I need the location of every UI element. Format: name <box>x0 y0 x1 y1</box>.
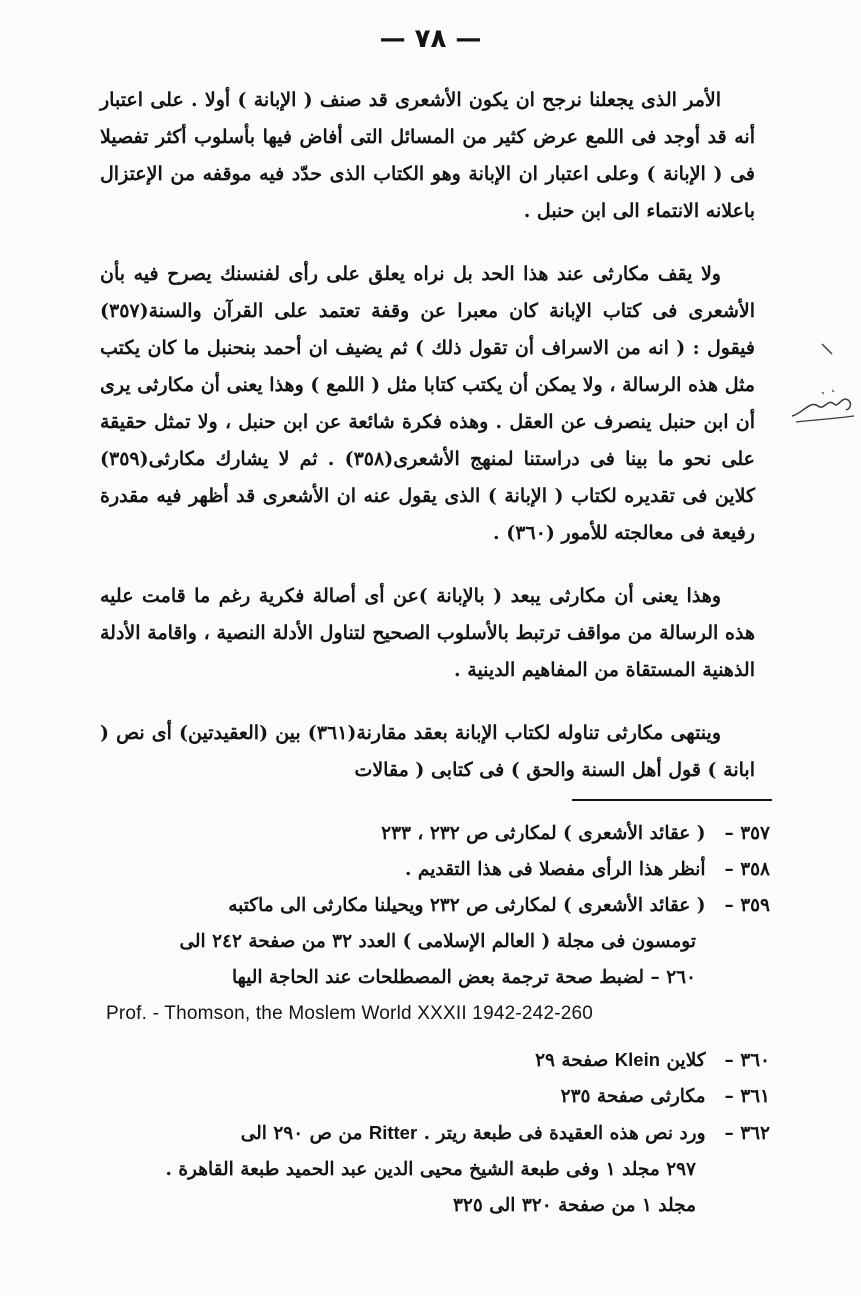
main-text <box>100 82 755 815</box>
footnote-361 <box>100 1079 770 1115</box>
paragraph-2: ولا يقف مكارثى عند هذا الحد بل نراه يعلق على رأى لفنسنك يصرح فيه بأن الأشعرى فى كتاب الإبانة كان معبرا عن وقفة تعتمد على القرآن والسنة(٣٥٧) فيقول : ( انه من الاسراف أن تقول ذلك ) ثم يضيف ان أحمد بنحنبل ما كان يكتب مثل هذه الرسالة ، ولا يمكن أن يكتب كتابا مثل ( اللمع ) وهذا يعنى أن مكارثى يرى أن ابن حنبل ينصرف عن العقل . وهذه فكرة شائعة عن ابن حنبل ، ولا تمثل حقيقة على نحو ما بينا فى دراستنا لمنهج الأشعرى(٣٥٨) . ثم لا يشارك مكارثى(٣٥٩) كلاين فى تقديره لكتاب ( الإبانة ) الذى يقول عنه ان الأشعرى قد أظهر فيه مقدرة رفيعة فى معالجته للأمور (٣٦٠) . <box>100 263 756 544</box>
footnote-text: ( عقائد الأشعرى ) لمكارثى ص ٢٣٢ ، ٢٣٣ <box>381 823 706 844</box>
page-number: — ٧٨ — <box>379 24 482 54</box>
footnote-number: ٣٦٠ – <box>724 1050 770 1071</box>
footnote-357 <box>100 816 770 852</box>
footnote-number: ٣٦٢ – <box>724 1123 770 1144</box>
footnote-text: ورد نص هذه العقيدة فى طبعة ريتر . <box>423 1123 706 1144</box>
footnote-number: ٣٦١ – <box>724 1086 770 1107</box>
paragraph-1: الأمر الذى يجعلنا نرجح ان يكون الأشعرى قد صنف ( الإبانة ) أولا . على اعتبار أنه قد أوجد فى اللمع عرض كثير من المسائل التى أفاض فيها بأسلوب أكثر تفصيلا فى ( الإبانة ) وعلى اعتبار ان الإبانة وهو الكتاب الذى حدّد فيه موقفه من الإعتزال باعلانه الانتماء الى ابن حنبل . <box>100 89 755 222</box>
footnote-number: ٣٥٧ – <box>724 823 770 844</box>
footnote-latin-reference: Prof. - Thomson, the Moslem World XXXII 1942-242-260 <box>106 1003 594 1024</box>
footnote-latin-name: Ritter <box>368 1122 418 1143</box>
footnote-text: مكارثى صفحة ٢٣٥ <box>560 1086 706 1107</box>
footnote-362 <box>100 1115 770 1224</box>
footnote-text: ٢٦٠ – لضبط صحة ترجمة بعض المصطلحات عند الحاجة اليها <box>232 967 696 988</box>
footnote-text: مجلد ١ من صفحة ٣٢٠ الى ٣٢٥ <box>452 1195 696 1216</box>
paragraph-3: وهذا يعنى أن مكارثى يبعد ( بالإبانة )عن أى أصالة فكرية رغم ما قامت عليه هذه الرسالة من مواقف ترتبط بالأسلوب الصحيح لتناول الأدلة النصية ، واقامة الأدلة الذهنية المستقاة من المفاهيم الدينية . <box>100 585 755 681</box>
paragraph-4: وينتهى مكارثى تناوله لكتاب الإبانة بعقد مقارنة(٣٦١) بين (العقيدتين) أى نص ( ابانة ) قول أهل السنة والحق ) فى كتابى ( مقالات <box>100 722 755 781</box>
footnote-text: من ص ٢٩٠ الى <box>240 1123 363 1144</box>
pencil-tick-icon <box>818 340 838 364</box>
footnote-360 <box>100 1042 770 1079</box>
footnote-separator <box>572 799 772 801</box>
footnote-text: صفحة ٢٩ <box>535 1050 609 1071</box>
handwritten-annotation-icon <box>788 386 858 430</box>
footnote-359 <box>100 888 770 1032</box>
footnote-text: أنظر هذا الرأى مفصلا فى هذا التقديم . <box>405 859 706 880</box>
footnote-text: تومسون فى مجلة ( العالم الإسلامى ) العدد ٣٢ من صفحة ٢٤٢ الى <box>179 931 696 952</box>
footnote-number: ٣٥٩ – <box>724 895 770 916</box>
footnote-358 <box>100 852 770 888</box>
footnote-text: ٢٩٧ مجلد ١ وفى طبعة الشيخ محيى الدين عبد الحميد طبعة القاهرة . <box>165 1159 696 1180</box>
footnote-text: ( عقائد الأشعرى ) لمكارثى ص ٢٣٢ ويحيلنا مكارثى الى ماكتبه <box>228 895 706 916</box>
footnote-latin-name: Klein <box>614 1049 661 1070</box>
footnotes <box>100 816 770 1224</box>
footnote-number: ٣٥٨ – <box>724 859 770 880</box>
footnote-text: كلاين <box>666 1050 706 1071</box>
